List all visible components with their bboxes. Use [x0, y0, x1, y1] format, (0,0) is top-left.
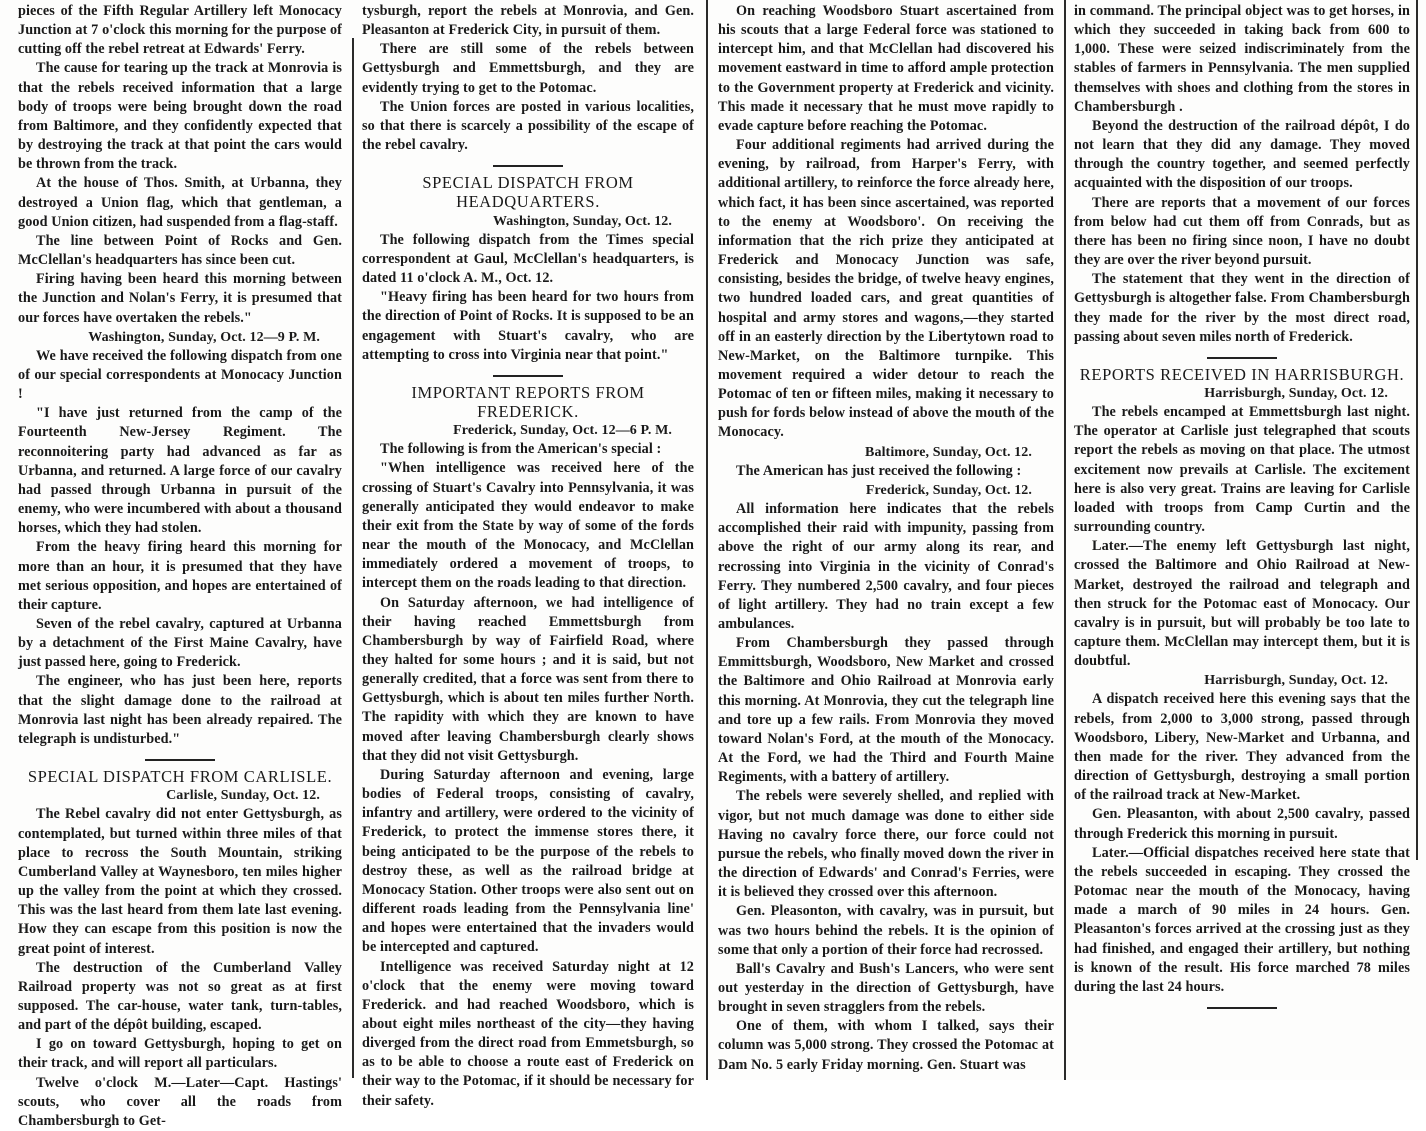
paragraph: I go on toward Gettysburgh, hoping to get on their track, and will report all particulars.	[18, 1036, 342, 1072]
paragraph: Gen. Pleasanton, with about 2,500 cavalry, passed through Frederick this morning in pursuit.	[1074, 806, 1410, 842]
section-headline: SPECIAL DISPATCH FROM HEADQUARTERS.	[422, 173, 634, 212]
paragraph: We have received the following dispatch from one of our special correspondents at Monocacy Junction !	[18, 347, 342, 403]
paragraph: The line between Point of Rocks and Gen. McClellan's headquarters has since been cut.	[18, 232, 342, 269]
section-headline: IMPORTANT REPORTS FROM FREDERICK.	[411, 382, 645, 421]
paragraph: Firing having been heard this morning between the Junction and Nolan's Ferry, it is presumed that our forces have overtaken the rebels."	[18, 271, 342, 326]
column-rule	[1064, 0, 1066, 1080]
paragraph: The statement that they went in the direction of Gettysburgh is altogether false. From Chambersburgh they made for the river by the most direct road, passing about seven miles north of Frederick.	[1074, 271, 1410, 345]
dateline: Harrisburgh, Sunday, Oct. 12.	[1204, 385, 1388, 401]
paragraph: The following is from the American's special :	[380, 441, 662, 458]
paragraph: The rebels encamped at Emmettsburgh last night. The operator at Carlisle just telegraphed that scouts report the rebels as moving on that place. The utmost excitement now prevails at Carlisle. The excitement here is also very great. Trains are leaving for Carlisle loaded with troops from Camp Curtin and the surrounding country.	[1074, 404, 1410, 536]
section-divider	[1207, 357, 1277, 359]
paragraph: During Saturday afternoon and evening, large bodies of Federal troops, consisting of cavalry, infantry and artillery, were ordered to the vicinity of Frederick, to protect the immense stores there, it being anticipated to be the purpose of the rebels to destroy these, as well as the railroad bridge at Monocacy Station. Other troops were also sent out on different roads leading from the Pennsylvania line' and hopes were entertained that the invaders would be intercepted and captured.	[362, 766, 694, 956]
paragraph: Beyond the destruction of the railroad dépôt, I do not learn that they did any damage. They moved through the country together, and seemed perfectly acquainted with the disposition of our troops.	[1074, 117, 1410, 192]
paragraph: From Chambersburgh they passed through Emmittsburgh, Woodsboro, New Market and crossed the Baltimore and Ohio Railroad at Monrovia early this morning. At Monrovia, they cut the telegraph line and tore up a few rails. From Monrovia they moved toward Nolan's Ford, at the mouth of the Monocacy. At the Ford, we had the Third and Fourth Maine Regiments, with a battery of artillery.	[718, 635, 1054, 786]
paragraph: Later.—Official dispatches received here state that the rebels succeeded in escaping. They crossed the Potomac near the mouth of the Monocacy, having made a march of 90 miles in 24 hours. Gen. Pleasanton's forces arrived at the crossing just as they had finished, and engaged their artillery, but nothing is known of the result. His force marched 78 miles during the last 24 hours.	[1074, 844, 1410, 995]
paragraph: "I have just returned from the camp of the Fourteenth New-Jersey Regiment. The reconnoitering party had advanced as far as Urbanna, and returned. A large force of our cavalry had passed through Urbanna in pursuit of the enemy, who were incumbered with about a thousand horses, which they had stolen.	[18, 405, 342, 537]
article-column-4	[1074, 0, 1410, 1015]
article-column-1	[18, 0, 342, 1131]
paragraph: There are still some of the rebels between Gettysburgh and Emmettsburgh, and they are evidently trying to get to the Potomac.	[362, 41, 694, 96]
section-headline: REPORTS RECEIVED IN HARRISBURGH.	[1079, 364, 1405, 384]
paragraph: tysburgh, report the rebels at Monrovia, and Gen. Pleasanton at Frederick City, in pursuit of them.	[362, 3, 694, 39]
paragraph: Twelve o'clock M.—Later—Capt. Hastings' scouts, who cover all the roads from Chambersburgh to Get-	[18, 1074, 342, 1129]
section-divider	[1207, 1007, 1277, 1009]
column-rule	[706, 0, 708, 1080]
paragraph: "When intelligence was received here of the crossing of Stuart's Cavalry into Pennsylvania, it was generally anticipated they would endeavor to make their exit from the State by way of some of the fords near the mouth of the Monocacy, and McClellan immediately ordered a movement of troops, to intercept them on the roads leading to that direction.	[362, 460, 694, 592]
section-divider	[145, 759, 215, 761]
paragraph: From the heavy firing heard this morning for more than an hour, it is presumed that they have met serious opposition, and hopes are entertained of their capture.	[18, 539, 342, 613]
paragraph: At the house of Thos. Smith, at Urbanna, they destroyed a Union flag, which that gentleman, a good Union citizen, had suspended from a flag-staff.	[18, 175, 342, 230]
paragraph: The destruction of the Cumberland Valley Railroad property was not so great as at first supposed. The car-house, water tank, turn-tables, and part of the dépôt building, escaped.	[18, 959, 342, 1034]
paragraph: Intelligence was received Saturday night at 12 o'clock that the enemy were moving toward Frederick. and had reached Woodsboro, which is about eight miles northeast of the city—they having diverged from the direct road from Emmetsburgh, so as to be able to choose a route east of Frederick on their way to the Potomac, if it should be necessary for their safety.	[362, 958, 694, 1109]
dateline: Harrisburgh, Sunday, Oct. 12.	[1204, 673, 1388, 689]
article-column-2	[362, 0, 694, 1111]
paragraph: On reaching Woodsboro Stuart ascertained from his scouts that a large Federal force was stationed to intercept him, and that McClellan had discovered his movement eastward in time to afford ample protection to the Government property at Frederick and vicinity. This made it necessary that he must move rapidly to evade capture before reaching the Potomac.	[718, 3, 1054, 134]
paragraph: in command. The principal object was to get horses, in which they succeeded in taking back from 600 to 1,000. These were seized indiscriminately from the stables of farmers in Pennsylvania. The men supplied themselves with shoes and clothing from the stores in Chambersburgh .	[1074, 3, 1410, 115]
dateline: Frederick, Sunday, Oct. 12.	[865, 482, 1032, 498]
paragraph: Four additional regiments had arrived during the evening, by railroad, from Harper's Ferry, with additional artillery, to reinforce the force already here, which fact, it has been since ascertained, was reported to the enemy at Woodsboro'. On receiving the information that the rich prize they anticipated at Frederick and Monocacy Junction was safe, consisting, besides the bridge, of twelve heavy engines, two hundred loaded cars, and great quantities of hospital and army stores and wagons,—they started off in an easterly direction by the Libertytown road to New-Market, on the Baltimore turnpike. This movement required a wider detour to reach the Potomac of ten or fifteen miles, making it necessary to push for fords below instead of above the mouth of the Monocacy.	[718, 137, 1054, 441]
paragraph: The engineer, who has just been here, reports that the slight damage done to the railroad at Monrovia last night has been already repaired. The telegraph is undisturbed."	[18, 673, 342, 747]
paragraph: "Heavy firing has been heard for two hours from the direction of Point of Rocks. It is supposed to be an engagement with Stuart's cavalry, who are attempting to cross into Virginia near that point."	[362, 289, 694, 363]
paragraph: On Saturday afternoon, we had intelligence of their having reached Emmettsburgh from Chambersburgh by way of Fairfield Road, where they halted for some hours ; and it is said, but not generally credited, that a force was sent from there to Gettysburgh, which is about ten miles further North. The rapidity with which they are known to have moved after leaving Chambersburgh clearly shows that they did not visit Gettysburgh.	[362, 594, 694, 764]
paragraph: The American has just received the following :	[736, 462, 1022, 479]
section-divider	[493, 165, 563, 167]
paragraph: The Union forces are posted in various localities, so that there is scarcely a possibility of the escape of the rebel cavalry.	[362, 98, 694, 154]
paragraph: One of them, with whom I talked, says their column was 5,000 strong. They crossed the Potomac at Dam No. 5 early Friday morning. Gen. Stuart was	[718, 1018, 1054, 1073]
paragraph: The following dispatch from the Times special correspondent at Gaul, McClellan's headquarters, is dated 11 o'clock A. M., Oct. 12.	[362, 231, 694, 287]
article-column-3	[718, 0, 1054, 1075]
paragraph: pieces of the Fifth Regular Artillery left Monocacy Junction at 7 o'clock this morning for the purpose of cutting off the rebel retreat at Edwards' Ferry.	[18, 3, 342, 58]
dateline: Baltimore, Sunday, Oct. 12.	[865, 444, 1032, 460]
paragraph: The cause for tearing up the track at Monrovia is that the rebels received information that a large body of troops were being brought down the road from Baltimore, and they confidently expected that by destroying the track at that point the cars would be thrown from the track.	[18, 60, 342, 173]
section-divider	[493, 375, 563, 377]
paragraph: The Rebel cavalry did not enter Gettysburgh, as contemplated, but turned within three miles of that place to recross the South Mountain, striking Cumberland Valley at Waynesboro, ten miles higher up the valley from the point at which they crossed. This was the last heard from them late last evening. How they can escape from this position is now the great point of interest.	[18, 806, 342, 957]
paragraph: Later.—The enemy left Gettysburgh last night, crossed the Baltimore and Ohio Railroad at New-Market, destroyed the railroad and telegraph and then struck for the Potomac east of Monocacy. Our cavalry is in pursuit, but will probably be too late to capture them. McClellan may intercept them, but it is doubtful.	[1074, 538, 1410, 670]
paragraph: A dispatch received here this evening says that the rebels, from 2,000 to 3,000 strong, passed through Woodsboro, Libery, New-Market and Urbanna, and then made for the river. They advanced from the direction of Gettysburgh, destroying a small portion of the railroad track at New-Market.	[1074, 691, 1410, 804]
paragraph: There are reports that a movement of our forces from below had cut them off from Conrads, but as there has been no firing since noon, I have no doubt they are over the river beyond pursuit.	[1074, 194, 1410, 269]
paragraph: The rebels were severely shelled, and replied with vigor, but not much damage was done to either side Having no cavalry force there, our force could not pursue the rebels, who finally moved down the river in the direction of Edwards' and Conrad's Ferries, were it is believed they crossed over this afternoon.	[718, 788, 1054, 901]
column-rule	[1416, 0, 1418, 860]
column-rule	[352, 38, 354, 1078]
dateline: Frederick, Sunday, Oct. 12—6 P. M.	[453, 423, 672, 439]
dateline: Washington, Sunday, Oct. 12—9 P. M.	[88, 329, 320, 345]
paragraph: All information here indicates that the rebels accomplished their raid with impunity, passing from above the right of our army along its rear, and recrossing into Virginia in the vicinity of Conrad's Ferry. They numbered 2,500 cavalry, and four pieces of light artillery. They had no train except a few ambulances.	[718, 501, 1054, 632]
paragraph: Seven of the rebel cavalry, captured at Urbanna by a detachment of the First Maine Cavalry, have just passed here, going to Frederick.	[18, 616, 342, 671]
paragraph: Ball's Cavalry and Bush's Lancers, who were sent out yesterday in the direction of Gettysburgh, have brought in seven stragglers from the rebels.	[718, 960, 1054, 1016]
dateline: Washington, Sunday, Oct. 12.	[492, 213, 672, 229]
dateline: Carlisle, Sunday, Oct. 12.	[166, 788, 320, 804]
section-headline: SPECIAL DISPATCH FROM CARLISLE.	[27, 767, 333, 787]
paragraph: Gen. Pleasonton, with cavalry, was in pursuit, but was two hours behind the rebels. It is the opinion of some that only a portion of their force had recrossed.	[718, 903, 1054, 958]
